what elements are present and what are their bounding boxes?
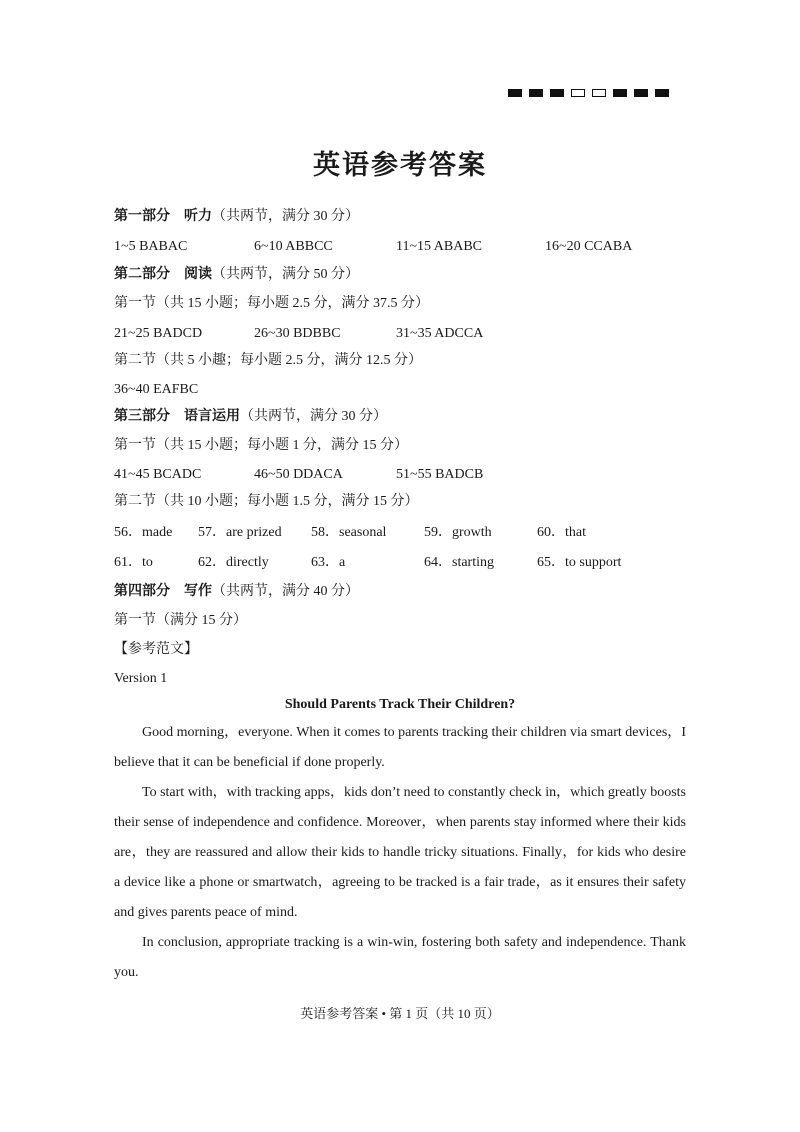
essay-paragraph: In conclusion, appropriate tracking is a win-win, fostering both safety and independence. Thank you. (114, 935, 686, 980)
part1-note: （共两节，满分 30 分） (212, 209, 359, 224)
mark-filled (634, 89, 648, 97)
answer-item: 56．made (114, 525, 173, 540)
answer-item: 59．growth (424, 525, 492, 540)
answer-item: 60．that (537, 525, 586, 540)
answer-group: 51~55 BADCB (396, 467, 484, 482)
part3-section2: 第二节（共 10 小题；每小题 1.5 分，满分 15 分） (114, 494, 419, 509)
answer-item: 63．a (311, 555, 346, 570)
part2-section2: 第二节（共 5 小趣；每小题 2.5 分，满分 12.5 分） (114, 353, 422, 368)
essay-paragraph: Good morning，everyone. When it comes to parents tracking their children via smart devices，I believe that it can be beneficial if done properly. (114, 725, 686, 770)
mark-hollow (592, 89, 606, 97)
answer-item: 64．starting (424, 555, 494, 570)
mark-filled (550, 89, 564, 97)
part4-note: （共两节，满分 40 分） (212, 584, 359, 599)
answer-group: 21~25 BADCD (114, 326, 203, 341)
essay-title: Should Parents Track Their Children? (284, 697, 516, 712)
part4-section1: 第一节（满分 15 分） (114, 613, 247, 628)
part1-heading: 第一部分 听力 (114, 209, 212, 224)
essay-paragraph: To start with，with tracking apps，kids don’t need to constantly check in，which greatly boosts their sense of independence and confidence. Moreover，when parents stay informed where their kids are，they are reassured and allow their kids to handle tricky situations. Finally，for kids who desire a device like a phone or smartwatch，agreeing to be tracked is a fair trade，as it ensures their safety and gives parents peace of mind. (114, 785, 686, 920)
answer-item: 62．directly (198, 555, 269, 570)
answer-group: 6~10 ABBCC (254, 239, 333, 254)
mark-filled (508, 89, 522, 97)
part2-section1: 第一节（共 15 小题；每小题 2.5 分，满分 37.5 分） (114, 296, 429, 311)
part1-header (114, 208, 359, 226)
mark-hollow (571, 89, 585, 97)
answer-item: 65．to support (537, 555, 622, 570)
answer-group: 1~5 BABAC (114, 239, 188, 254)
answer-group: 31~35 ADCCA (396, 326, 484, 341)
answer-item: 58．seasonal (311, 525, 387, 540)
part3-note: （共两节，满分 30 分） (240, 409, 387, 424)
mark-filled (529, 89, 543, 97)
part2-note: （共两节，满分 50 分） (212, 267, 359, 282)
part3-header (114, 408, 387, 426)
part3-section1: 第一节（共 15 小题；每小题 1 分，满分 15 分） (114, 438, 408, 453)
page-footer: 英语参考答案 • 第 1 页（共 10 页） (300, 1006, 500, 1021)
answer-group: 46~50 DDACA (254, 467, 343, 482)
answer-group: 36~40 EAFBC (114, 382, 199, 397)
answer-group: 26~30 BDBBC (254, 326, 341, 341)
answer-group: 16~20 CCABA (545, 239, 633, 254)
header-marks (508, 89, 669, 97)
answer-item: 61．to (114, 555, 153, 570)
part3-heading: 第三部分 语言运用 (114, 409, 240, 424)
version-label: Version 1 (114, 671, 168, 686)
part2-header (114, 266, 359, 284)
answer-group: 41~45 BCADC (114, 467, 202, 482)
mark-filled (655, 89, 669, 97)
answer-group: 11~15 ABABC (396, 239, 483, 254)
answer-item: 57．are prized (198, 525, 282, 540)
sample-label: 【参考范文】 (114, 642, 198, 657)
part4-header (114, 583, 359, 601)
page-title: 英语参考答案 (313, 150, 487, 180)
mark-filled (613, 89, 627, 97)
part4-heading: 第四部分 写作 (114, 584, 212, 599)
part2-heading: 第二部分 阅读 (114, 267, 212, 282)
